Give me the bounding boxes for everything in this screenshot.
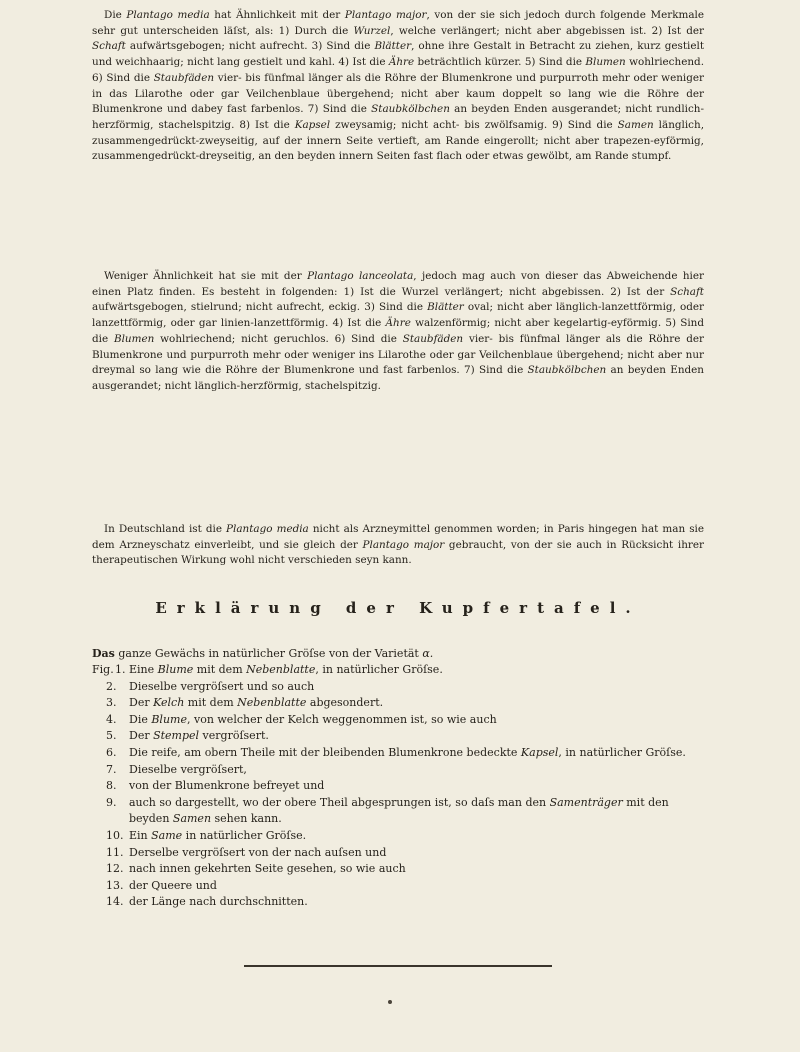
legend-item	[92, 745, 704, 762]
legend-text: , von welcher der Kelch weggenommen ist, so wie auch	[186, 712, 497, 726]
legend-item-text	[129, 662, 704, 679]
legend-italic-term: Stempel	[153, 729, 200, 743]
paragraph-text: In Deutschland ist die	[104, 523, 227, 535]
legend-item-number: 1.	[115, 663, 126, 676]
legend-text: in natürlicher Gröſse.	[182, 828, 307, 842]
legend-italic-term: Kelch	[153, 696, 185, 710]
fig-label: Fig.	[92, 663, 114, 676]
paragraph-text: an beyden Enden ausgerandet; nicht länglich-herzförmig, stachelspitzig.	[92, 364, 705, 392]
legend-text: mit dem	[184, 696, 238, 710]
paragraph-comparison-lanceolata	[92, 269, 704, 395]
paragraph-text: Weniger Ähnlichkeit hat sie mit der	[104, 270, 308, 282]
paragraph-text: , ohne ihre Gestalt in Betracht zu ziehen, kurz gestielt und weichhaarig; nicht lang gestielt und kahl. 4) Ist die	[92, 40, 705, 69]
legend-text: der Queere und	[129, 878, 217, 892]
legend-text: Der	[129, 729, 154, 743]
paragraph-italic-term: Plantago lanceolata	[307, 270, 414, 282]
legend-item-number: 8.	[106, 779, 117, 793]
legend-item-text	[129, 828, 704, 845]
legend-text: Eine	[129, 663, 158, 676]
paragraph-text: oval; nicht aber länglich-lanzettförmig, oder lanzettförmig, oder gar linien-lanzettförmig. 4) Ist die	[92, 301, 705, 330]
legend-text: der Länge nach durchschnitten.	[129, 895, 308, 909]
legend-item	[92, 828, 704, 845]
legend-item-number: 7.	[106, 762, 117, 776]
paragraph-text: zweysamig; nicht acht- bis zwölfsamig. 9) Sind die	[330, 118, 618, 131]
legend-text: sehen kann.	[211, 812, 282, 826]
paragraph-italic-term: Ähre	[385, 317, 411, 330]
legend-item	[92, 679, 704, 696]
paragraph-italic-term: Plantago media	[226, 523, 309, 535]
legend-text: Die reife, am obern Theile mit der bleibenden Blumenkrone bedeckte	[129, 745, 521, 759]
legend-italic-term: Kapsel	[520, 745, 559, 759]
paragraph-text: vier- bis fünfmal länger als die Röhre der Blumenkrone und purpurroth mehr oder weniger ins Lilarothe oder gar Veilchenblaue übergehend; nicht aber nur dreymal so lang wie die Röhre der Blumenkrone und fast farbenlos. 7) Sind die	[92, 332, 704, 377]
legend-text: auch so dargestellt, wo der obere Theil abgesprungen ist, so daſs man den	[129, 795, 550, 809]
paragraph-italic-term: Schaft	[92, 40, 126, 53]
paragraph-text: Die	[104, 9, 127, 21]
paragraph-italic-term: Plantago media	[126, 9, 210, 21]
paragraph-text: nicht als Arzneymittel genommen worden; in Paris hingegen hat man sie dem Arzneyschatz einverleibt, und sie gleich der	[92, 523, 704, 551]
paragraph-italic-term: Staubfäden	[153, 71, 215, 84]
paragraph-italic-term: Staubkölbchen	[371, 103, 450, 116]
legend-item	[92, 861, 704, 878]
legend-italic-term: Blume	[157, 663, 194, 676]
legend-text: Ein	[129, 828, 152, 842]
paragraph-italic-term: Samen	[617, 118, 654, 131]
paragraph-medicinal-use	[92, 522, 704, 569]
legend-item	[92, 662, 704, 679]
legend-item-text	[129, 778, 704, 795]
legend-item-text	[129, 679, 704, 696]
legend-item-number: 5.	[106, 729, 117, 743]
legend-item	[92, 695, 704, 712]
legend-item-text	[129, 861, 704, 878]
legend-item-text	[129, 728, 704, 745]
legend-item-text	[129, 795, 704, 828]
legend-item-text	[129, 762, 704, 779]
paragraph-italic-term: Wurzel	[353, 24, 391, 37]
paragraph-text: an beyden Enden ausgerandet; nicht rundlich-herzförmig, stachelspitzig. 8) Ist die	[92, 103, 704, 131]
paragraph-italic-term: Blumen	[113, 332, 155, 345]
legend-italic-term: Blume	[151, 712, 187, 726]
paragraph-text: wohlriechend. 6) Sind die	[92, 56, 704, 84]
legend-item-text	[129, 712, 704, 729]
legend-italic-term: Samen	[172, 812, 212, 826]
legend-text: mit dem	[193, 663, 247, 676]
legend-italic-term: Same	[151, 828, 183, 842]
legend-text: , in natürlicher Gröſse.	[558, 745, 686, 759]
legend-intro-lead: Das	[92, 647, 115, 660]
legend-item	[92, 845, 704, 862]
legend-item-text	[129, 845, 704, 862]
legend-item-number: 11.	[106, 845, 124, 859]
legend-item-number: 12.	[106, 862, 124, 876]
legend-intro	[92, 646, 704, 662]
legend-item	[92, 894, 704, 911]
legend-italic-term: Nebenblatte	[237, 696, 307, 710]
legend-item-text	[129, 878, 704, 895]
paragraph-text: hat Ähnlichkeit mit der	[209, 9, 345, 21]
legend-italic-term: Samenträger	[549, 795, 623, 809]
legend-intro-variety: α.	[422, 647, 434, 660]
paragraph-italic-term: Schaft	[670, 285, 704, 298]
legend-text: , in natürlicher Gröſse.	[315, 663, 443, 676]
legend-item-number: 6.	[106, 745, 117, 759]
legend-item	[92, 878, 704, 895]
legend-item	[92, 778, 704, 795]
legend-item	[92, 712, 704, 729]
legend-item-number: 4.	[106, 712, 117, 726]
paragraph-text: aufwärtsgebogen, stielrund; nicht aufrecht, eckig. 3) Sind die	[92, 301, 428, 314]
separator-rule	[244, 965, 552, 967]
paragraph-text: , von der sie sich jedoch durch folgende Merkmale sehr gut unterscheiden läſst, als: 1) Durch die	[92, 9, 705, 37]
legend-text: vergröſsert.	[199, 729, 269, 743]
legend-item-number: 10.	[106, 828, 124, 842]
paragraph-italic-term: Staubfäden	[402, 332, 464, 345]
legend-item-number: 13.	[106, 878, 124, 892]
legend-text: mit den beyden	[129, 795, 669, 826]
legend-item-number: 14.	[106, 895, 124, 909]
legend-item-text	[129, 894, 704, 911]
legend-text: Derselbe vergröſsert von der nach auſsen und	[129, 845, 387, 859]
paragraph-text: , welche verlängert; nicht aber abgebissen ist. 2) Ist der	[390, 24, 704, 37]
legend-item	[92, 728, 704, 745]
legend-text: Dieselbe vergröſsert und so auch	[129, 679, 315, 693]
paragraph-italic-term: Staubkölbchen	[527, 364, 607, 377]
paragraph-text: gebraucht, von der sie auch in Rücksicht ihrer therapeutischen Wirkung wohl nicht verschieden seyn kann.	[92, 538, 704, 567]
paragraph-text: vier- bis fünfmal länger als die Röhre der Blumenkrone und purpurroth mehr oder weniger in das Lilarothe oder gar Veilchenblaue übergehend; nicht aber kaum doppelt so lang wie die Röhre der Blumenkrone und dabey fast farbenlos. 7) Sind die	[92, 71, 705, 116]
legend-item	[92, 795, 704, 828]
paragraph-italic-term: Plantago major	[362, 538, 445, 551]
legend-item-number: 9.	[106, 795, 117, 809]
legend-item-text	[129, 745, 704, 762]
paragraph-text: walzenförmig; nicht aber kegelartig-eyförmig. 5) Sind die	[92, 317, 705, 345]
paragraph-italic-term: Ähre	[388, 56, 415, 69]
paragraph-text: wohlriechend; nicht geruchlos. 6) Sind die	[154, 332, 403, 345]
legend-item-number: 3.	[106, 696, 117, 710]
legend-item-text	[129, 695, 704, 712]
legend-intro-text: ganze Gewächs in natürlicher Gröſse von der Varietät	[114, 647, 423, 660]
legend-item-number: 2.	[106, 679, 117, 693]
legend-italic-term: Nebenblatte	[246, 663, 316, 676]
legend-text: Die	[129, 712, 152, 726]
legend-item	[92, 762, 704, 779]
paragraph-italic-term: Kapsel	[294, 118, 331, 131]
figure-legend-list	[92, 662, 704, 911]
paragraph-text: , jedoch mag auch von dieser das Abweichende hier einen Platz finden. Es besteht in folgenden: 1) Ist die Wurzel verlängert; nicht abgebissen. 2) Ist der	[92, 270, 704, 298]
legend-text: von der Blumenkrone befreyet und	[129, 779, 325, 793]
plate-explanation-heading: Erklärung der Kupfertafel.	[155, 599, 641, 617]
paragraph-italic-term: Blumen	[585, 56, 626, 69]
paragraph-text: beträchtlich kürzer. 5) Sind die	[414, 56, 586, 69]
legend-text: nach innen gekehrten Seite gesehen, so wie auch	[129, 862, 406, 876]
paragraph-comparison-major	[92, 8, 704, 165]
paragraph-italic-term: Blätter	[374, 40, 412, 53]
paragraph-italic-term: Plantago major	[344, 9, 427, 21]
paragraph-italic-term: Blätter	[427, 301, 464, 314]
legend-text: abgesondert.	[306, 696, 384, 710]
paragraph-text: aufwärtsgebogen; nicht aufrecht. 3) Sind die	[125, 40, 375, 53]
paragraph-text: länglich, zusammengedrückt-zweyseitig, auf der innern Seite vertieft, am Rande eingerollt; nicht aber trapezen-eyförmig, zusammengedrückt-dreyseitig, an den beyden innern Seiten fast flach oder etwas gewölbt, am Rande stumpf.	[92, 118, 704, 163]
ink-speck	[388, 1000, 392, 1004]
legend-text: Der	[129, 696, 154, 710]
legend-text: Dieselbe vergröſsert,	[129, 762, 247, 776]
